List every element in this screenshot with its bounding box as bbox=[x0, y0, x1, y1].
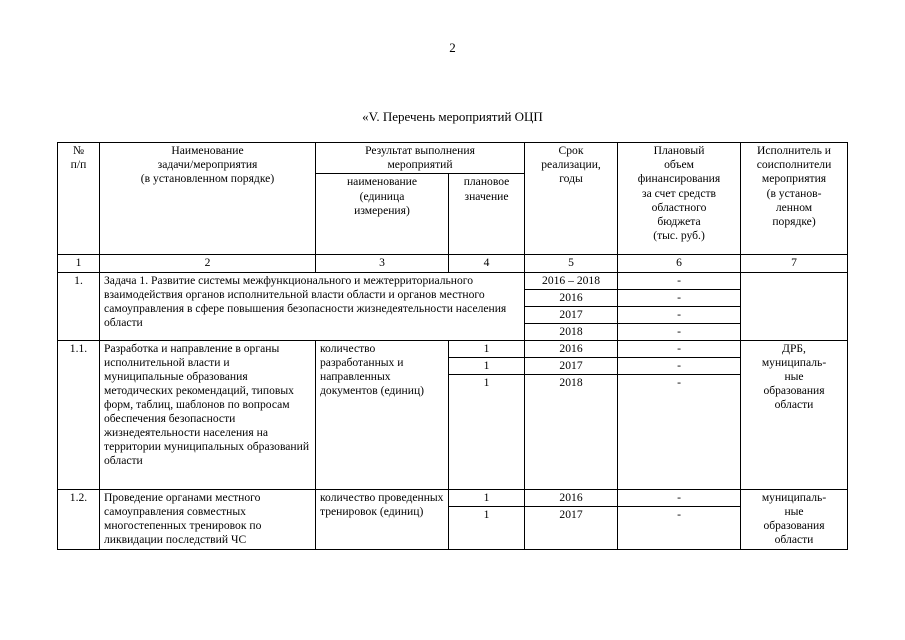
section-title: «V. Перечень мероприятий ОЦП bbox=[362, 109, 543, 124]
executor-cell: ДРБ, муниципаль- ные образования области bbox=[741, 340, 848, 489]
col-number: 6 bbox=[618, 255, 741, 272]
year-cell: 2016 bbox=[525, 289, 618, 306]
finance-cell: - bbox=[618, 506, 741, 549]
event-name: Разработка и направление в органы исполнительной власти и муниципальные образования методических рекомендаций, типовых форм, таблиц, шаблонов по вопросам обеспечения безопасности жизнедеятельности населения на территории муниципальных образований области bbox=[100, 340, 316, 489]
finance-cell: - bbox=[618, 340, 741, 357]
header-result-plan: плановое значение bbox=[449, 174, 525, 255]
finance-cell: - bbox=[618, 323, 741, 340]
row-num: 1.2. bbox=[58, 489, 100, 549]
col-number: 3 bbox=[316, 255, 449, 272]
events-table bbox=[57, 142, 848, 550]
header-result-name: наименование (единица измерения) bbox=[316, 174, 449, 255]
col-number: 5 bbox=[525, 255, 618, 272]
plan-cell: 1 bbox=[449, 489, 525, 506]
task-name: Задача 1. Развитие системы межфункционального и межтерриториального взаимодействия органов исполнительной власти области и органов местного самоуправления в сфере повышения безопасности жизнедеятельности населения области bbox=[100, 272, 525, 340]
row-num: 1. bbox=[58, 272, 100, 340]
plan-cell: 1 bbox=[449, 374, 525, 489]
year-cell: 2016 bbox=[525, 340, 618, 357]
finance-cell: - bbox=[618, 357, 741, 374]
table-row bbox=[58, 489, 848, 506]
executor-cell bbox=[741, 272, 848, 340]
event-name: Проведение органами местного самоуправления совместных многостепенных тренировок по ликвидации последствий ЧС bbox=[100, 489, 316, 549]
col-number: 4 bbox=[449, 255, 525, 272]
header-finance: Плановый объем финансирования за счет средств областного бюджета (тыс. руб.) bbox=[618, 143, 741, 255]
page-number: 2 bbox=[449, 40, 456, 55]
year-cell: 2018 bbox=[525, 323, 618, 340]
header-row bbox=[58, 143, 848, 174]
col-number: 1 bbox=[58, 255, 100, 272]
finance-cell: - bbox=[618, 306, 741, 323]
plan-cell: 1 bbox=[449, 506, 525, 549]
table-row bbox=[58, 272, 848, 289]
header-num: № п/п bbox=[58, 143, 100, 255]
col-number: 7 bbox=[741, 255, 848, 272]
plan-cell: 1 bbox=[449, 340, 525, 357]
header-term: Срок реализации, годы bbox=[525, 143, 618, 255]
finance-cell: - bbox=[618, 272, 741, 289]
year-cell: 2017 bbox=[525, 306, 618, 323]
year-cell: 2016 bbox=[525, 489, 618, 506]
year-cell: 2017 bbox=[525, 506, 618, 549]
finance-cell: - bbox=[618, 289, 741, 306]
header-name: Наименование задачи/мероприятия (в установленном порядке) bbox=[100, 143, 316, 255]
header-result: Результат выполнения мероприятий bbox=[316, 143, 525, 174]
finance-cell: - bbox=[618, 374, 741, 489]
table-row bbox=[58, 340, 848, 357]
finance-cell: - bbox=[618, 489, 741, 506]
header-executor: Исполнитель и соисполнители мероприятия (в установ- ленном порядке) bbox=[741, 143, 848, 255]
executor-cell: муниципаль- ные образования области bbox=[741, 489, 848, 549]
year-cell: 2018 bbox=[525, 374, 618, 489]
column-numbers-row bbox=[58, 255, 848, 272]
row-num: 1.1. bbox=[58, 340, 100, 489]
col-number: 2 bbox=[100, 255, 316, 272]
result-name: количество разработанных и направленных документов (единиц) bbox=[316, 340, 449, 489]
year-cell: 2016 – 2018 bbox=[525, 272, 618, 289]
result-name: количество проведенных тренировок (единиц) bbox=[316, 489, 449, 549]
year-cell: 2017 bbox=[525, 357, 618, 374]
plan-cell: 1 bbox=[449, 357, 525, 374]
